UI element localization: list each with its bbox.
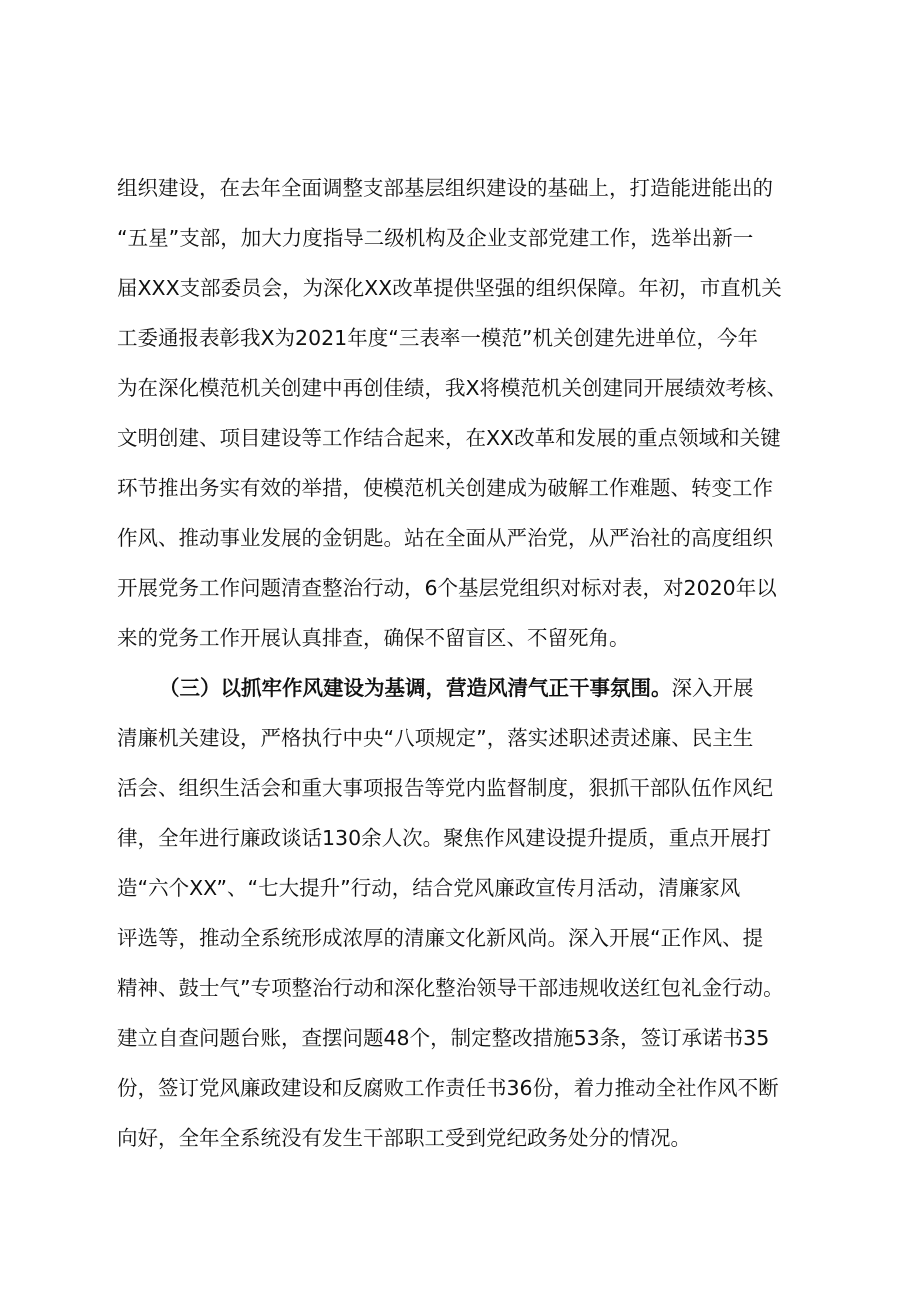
section-heading-line bbox=[159, 668, 859, 708]
paragraph-line: 造“六个XX”、“七大提升”行动，结合党风廉政宣传月活动，清廉家风 bbox=[117, 876, 741, 900]
paragraph-line: 清廉机关建设，严格执行中央“八项规定”，落实述职述责述廉、民主生 bbox=[117, 726, 754, 750]
paragraph-line: 精神、鼓士气”专项整治行动和深化整治领导干部违规收送红包礼金行动。 bbox=[117, 976, 784, 1000]
paragraph-line: 开展党务工作问题清查整治行动，6个基层党组织对标对表，对2020年以 bbox=[117, 576, 777, 600]
paragraph-line: 届XXX支部委员会，为深化XX改革提供坚强的组织保障。年初，市直机关 bbox=[117, 276, 782, 300]
paragraph-line: 建立自查问题台账，查摆问题48个，制定整改措施53条，签订承诺书35 bbox=[117, 1026, 770, 1050]
paragraph-line: 份，签订党风廉政建设和反腐败工作责任书36份，着力推动全社作风不断 bbox=[117, 1076, 779, 1100]
paragraph-line: 向好，全年全系统没有发生干部职工受到党纪政务处分的情况。 bbox=[117, 1126, 691, 1150]
paragraph-line: 文明创建、项目建设等工作结合起来，在XX改革和发展的重点领域和关键 bbox=[117, 426, 781, 450]
paragraph-line: 来的党务工作开展认真排查，确保不留盲区、不留死角。 bbox=[117, 626, 630, 650]
paragraph-line: 为在深化模范机关创建中再创佳绩，我X将模范机关创建同开展绩效考核、 bbox=[117, 376, 788, 400]
paragraph-line: 评选等，推动全系统形成浓厚的清廉文化新风尚。深入开展“正作风、提 bbox=[117, 926, 764, 950]
paragraph-line: “五星”支部，加大力度指导二级机构及企业支部党建工作，选举出新一 bbox=[117, 226, 754, 250]
paragraph-line: 工委通报表彰我X为2021年度“三表率一模范”机关创建先进单位，今年 bbox=[117, 326, 758, 350]
paragraph-line: 律，全年进行廉政谈话130余人次。聚焦作风建设提升提质，重点开展打 bbox=[117, 826, 772, 850]
paragraph-line: 组织建设，在去年全面调整支部基层组织建设的基础上，打造能进能出的 bbox=[117, 176, 773, 200]
section-lead-text: 深入开展 bbox=[671, 676, 754, 700]
paragraph-line: 活会、组织生活会和重大事项报告等党内监督制度，狠抓干部队伍作风纪 bbox=[117, 776, 773, 800]
section-heading: （三）以抓牢作风建设为基调，营造风清气正干事氛围。 bbox=[159, 676, 672, 700]
paragraph-line: 作风、推动事业发展的金钥匙。站在全面从严治党，从严治社的高度组织 bbox=[117, 526, 773, 550]
paragraph-line: 环节推出务实有效的举措，使模范机关创建成为破解工作难题、转变工作 bbox=[117, 476, 773, 500]
